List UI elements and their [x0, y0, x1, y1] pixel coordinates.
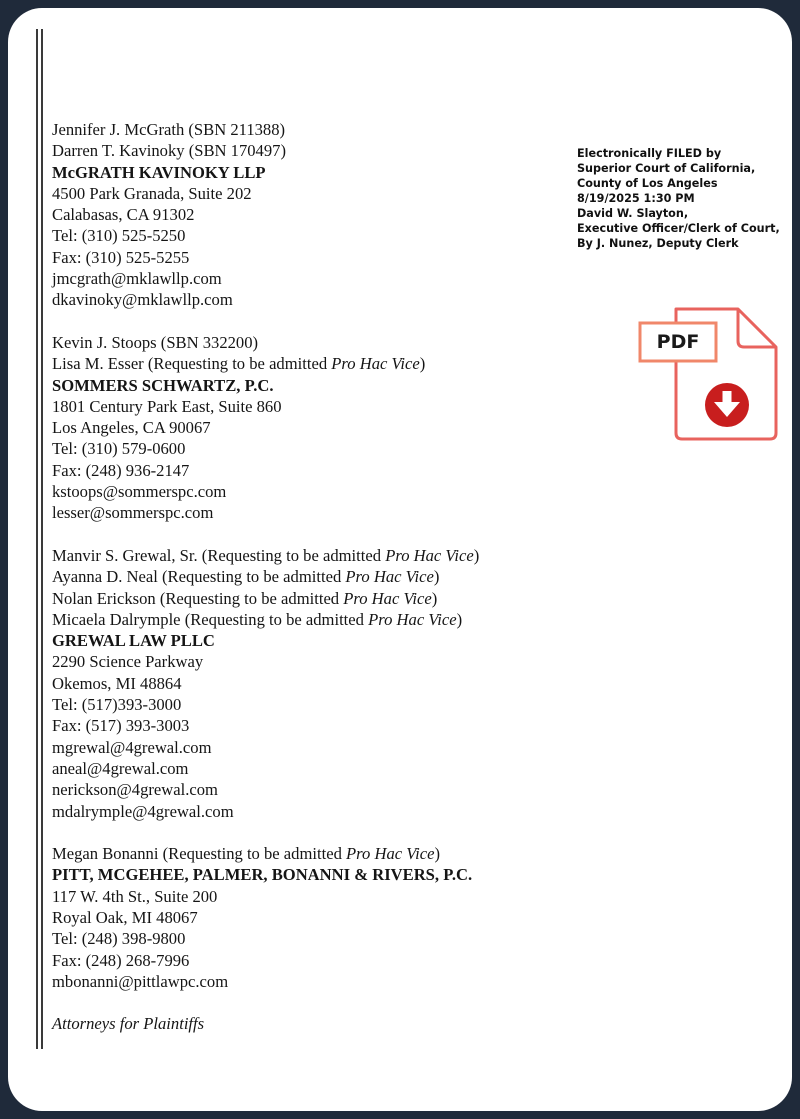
- pro-hac-vice-text: Pro Hac Vice: [345, 567, 434, 587]
- firm-name: [52, 375, 612, 396]
- counsel-line-suffix: ): [431, 588, 438, 608]
- counsel-line-text: Royal Oak, MI 48067: [52, 907, 198, 927]
- document-page: [8, 8, 792, 1111]
- counsel-line-text: dkavinoky@mklawllp.com: [52, 290, 233, 310]
- counsel-line-text: Fax: (248) 936-2147: [52, 460, 190, 480]
- firm-name: [52, 162, 612, 183]
- counsel-line: [52, 651, 612, 672]
- counsel-line-text: aneal@4grewal.com: [52, 758, 189, 778]
- pro-hac-vice-text: Pro Hac Vice: [346, 844, 435, 864]
- counsel-line-text: Nolan Erickson (Requesting to be admitted: [52, 588, 344, 608]
- counsel-line: [52, 673, 612, 694]
- counsel-line-text: 1801 Century Park East, Suite 860: [52, 396, 282, 416]
- filing-stamp: [577, 146, 792, 251]
- counsel-line: [52, 971, 612, 992]
- counsel-line-text: Tel: (517)393-3000: [52, 695, 182, 715]
- counsel-line: [52, 566, 612, 587]
- counsel-line-text: Kevin J. Stoops (SBN 332200): [52, 332, 259, 352]
- attorneys-for-line: Attorneys for Plaintiffs: [52, 1014, 205, 1034]
- counsel-line: [52, 396, 612, 417]
- counsel-line-text: Jennifer J. McGrath (SBN 211388): [52, 120, 286, 139]
- counsel-line-suffix: ): [433, 567, 440, 587]
- counsel-line-text: mdalrymple@4grewal.com: [52, 801, 234, 821]
- counsel-line: [52, 225, 612, 246]
- counsel-line: [52, 438, 612, 459]
- counsel-line-text: lesser@sommerspc.com: [52, 503, 214, 523]
- counsel-line-text: Darren T. Kavinoky (SBN 170497): [52, 141, 286, 161]
- margin-rule: [36, 29, 38, 1049]
- pdf-download-icon: [638, 301, 778, 441]
- pro-hac-vice-text: Pro Hac Vice: [343, 588, 432, 608]
- counsel-line: [52, 779, 612, 800]
- counsel-line: [52, 502, 612, 523]
- filing-stamp-line: By J. Nunez, Deputy Clerk: [577, 237, 739, 250]
- counsel-line-text: Micaela Dalrymple (Requesting to be admitted: [52, 609, 369, 629]
- counsel-line-text: kstoops@sommerspc.com: [52, 482, 227, 502]
- counsel-line-text: Fax: (310) 525-5255: [52, 247, 190, 267]
- filing-stamp-line: County of Los Angeles: [577, 177, 718, 190]
- counsel-line: [52, 332, 612, 353]
- counsel-block: [52, 332, 612, 524]
- counsel-line-text: Fax: (248) 268-7996: [52, 950, 190, 970]
- counsel-line: [52, 289, 612, 310]
- counsel-line: [52, 843, 612, 864]
- counsel-line: [52, 758, 612, 779]
- counsel-line: [52, 715, 612, 736]
- counsel-line: [52, 907, 612, 928]
- counsel-line: [52, 460, 612, 481]
- counsel-block: [52, 843, 612, 992]
- counsel-line-text: 4500 Park Granada, Suite 202: [52, 183, 252, 203]
- counsel-caption: [52, 119, 612, 1035]
- counsel-line-text: 2290 Science Parkway: [52, 652, 204, 672]
- counsel-line: [52, 353, 612, 374]
- counsel-line: [52, 609, 612, 630]
- counsel-line: [52, 694, 612, 715]
- counsel-line-text: PITT, MCGEHEE, PALMER, BONANNI & RIVERS, P.C.: [52, 865, 473, 885]
- counsel-line-suffix: ): [473, 545, 480, 565]
- counsel-line-suffix: ): [434, 844, 441, 864]
- pro-hac-vice-text: Pro Hac Vice: [331, 354, 420, 374]
- counsel-line: [52, 140, 612, 161]
- counsel-line-text: Okemos, MI 48864: [52, 673, 182, 693]
- counsel-line-text: Lisa M. Esser (Requesting to be admitted: [52, 354, 332, 374]
- counsel-block: [52, 119, 612, 311]
- counsel-line: [52, 801, 612, 822]
- counsel-line: [52, 204, 612, 225]
- counsel-line: [52, 481, 612, 502]
- firm-name: [52, 864, 612, 885]
- filing-stamp-line: Electronically FILED by: [577, 147, 722, 160]
- filing-stamp-line: Executive Officer/Clerk of Court,: [577, 222, 780, 235]
- counsel-line-text: Megan Bonanni (Requesting to be admitted: [52, 844, 347, 864]
- counsel-line-text: Calabasas, CA 91302: [52, 205, 195, 225]
- counsel-line-text: Tel: (310) 579-0600: [52, 439, 186, 459]
- counsel-line: [52, 886, 612, 907]
- counsel-line-text: Manvir S. Grewal, Sr. (Requesting to be admitted: [52, 545, 386, 565]
- filing-stamp-line: 8/19/2025 1:30 PM: [577, 192, 695, 205]
- counsel-line-text: Los Angeles, CA 90067: [52, 418, 211, 438]
- counsel-line-text: GREWAL LAW PLLC: [52, 631, 215, 651]
- firm-name: [52, 630, 612, 651]
- filing-stamp-line: Superior Court of California,: [577, 162, 756, 175]
- counsel-line-text: mbonanni@pittlawpc.com: [52, 971, 229, 991]
- counsel-line-text: SOMMERS SCHWARTZ, P.C.: [52, 375, 274, 395]
- counsel-line: [52, 950, 612, 971]
- counsel-line-suffix: ): [419, 354, 426, 374]
- counsel-line-text: Fax: (517) 393-3003: [52, 716, 190, 736]
- pdf-label: PDF: [656, 331, 700, 353]
- counsel-line-text: 117 W. 4th St., Suite 200: [52, 886, 218, 906]
- counsel-line-text: Tel: (248) 398-9800: [52, 929, 186, 949]
- counsel-line: [52, 928, 612, 949]
- counsel-line-text: Tel: (310) 525-5250: [52, 226, 186, 246]
- counsel-line: [52, 268, 612, 289]
- counsel-line-text: nerickson@4grewal.com: [52, 780, 218, 800]
- counsel-line-suffix: ): [456, 609, 463, 629]
- pro-hac-vice-text: Pro Hac Vice: [385, 545, 474, 565]
- counsel-line: [52, 588, 612, 609]
- counsel-line-text: Ayanna D. Neal (Requesting to be admitted: [52, 567, 346, 587]
- counsel-line: [52, 119, 612, 140]
- margin-rule: [41, 29, 43, 1049]
- counsel-line: [52, 545, 612, 566]
- counsel-line: [52, 417, 612, 438]
- pro-hac-vice-text: Pro Hac Vice: [368, 609, 457, 629]
- counsel-line: [52, 183, 612, 204]
- counsel-line-text: mgrewal@4grewal.com: [52, 737, 212, 757]
- counsel-block: [52, 545, 612, 822]
- counsel-line: [52, 247, 612, 268]
- counsel-line-text: jmcgrath@mklawllp.com: [52, 269, 222, 289]
- filing-stamp-line: David W. Slayton,: [577, 207, 689, 220]
- counsel-line-text: McGRATH KAVINOKY LLP: [52, 162, 266, 182]
- counsel-line: [52, 737, 612, 758]
